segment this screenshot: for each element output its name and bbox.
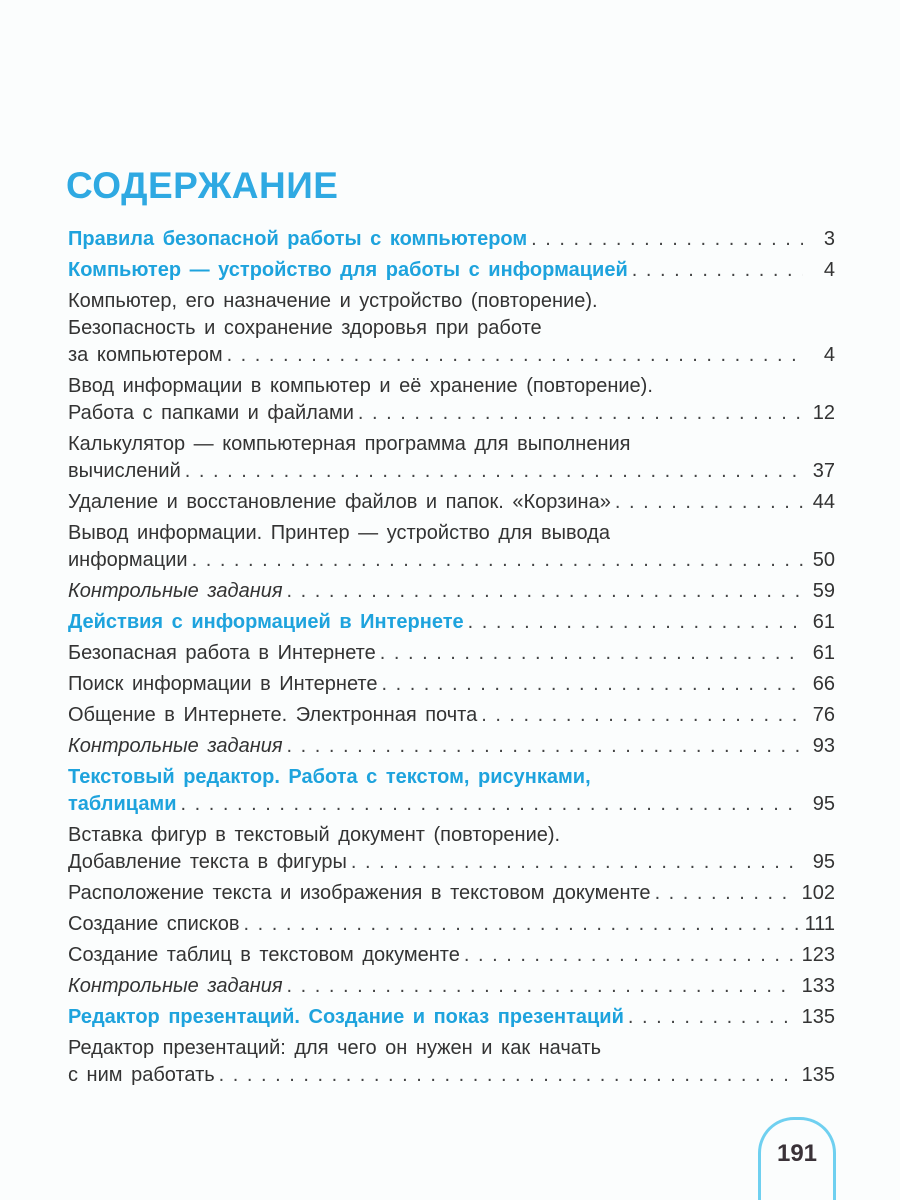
toc-entry-text: за компьютером xyxy=(68,344,223,366)
toc-section-heading xyxy=(68,609,835,636)
toc-entry-text: Создание списков xyxy=(68,913,240,935)
dot-leader xyxy=(192,547,803,574)
toc-line xyxy=(68,733,835,760)
toc-entry xyxy=(68,431,835,485)
toc-entry-text: Текстовый редактор. Работа с текстом, рисунками, xyxy=(68,766,591,788)
toc-page-number: 102 xyxy=(801,882,835,904)
toc-entry-text: Компьютер, его назначение и устройство (повторение). xyxy=(68,290,598,312)
toc-line xyxy=(68,640,835,667)
toc-entry-text: Редактор презентаций: для чего он нужен и как начать xyxy=(68,1037,602,1059)
toc-entry-text: Контрольные задания xyxy=(68,735,283,757)
toc-page-number: 133 xyxy=(801,975,835,997)
dot-leader xyxy=(351,849,803,876)
toc-line xyxy=(68,764,835,791)
dot-leader xyxy=(632,257,803,284)
toc-line xyxy=(68,578,835,605)
toc-line xyxy=(68,342,835,369)
toc-entry xyxy=(68,733,835,760)
toc-page-number: 4 xyxy=(823,344,835,366)
toc-line xyxy=(68,973,835,1000)
toc-line xyxy=(68,702,835,729)
toc-page-number: 3 xyxy=(823,228,835,250)
toc-entry-text: Контрольные задания xyxy=(68,580,283,602)
dot-leader xyxy=(468,609,803,636)
toc-line xyxy=(68,1062,835,1089)
toc-line xyxy=(68,431,835,458)
toc-line xyxy=(68,880,835,907)
toc-entry-text: Ввод информации в компьютер и её хранение (повторение). xyxy=(68,375,653,397)
toc-entry-text: Удаление и восстановление файлов и папок. «Корзина» xyxy=(68,491,611,513)
toc-page-number: 95 xyxy=(812,851,835,873)
toc-page-number: 61 xyxy=(812,611,835,633)
toc-section-heading xyxy=(68,1004,835,1031)
dot-leader xyxy=(227,342,803,369)
toc-line xyxy=(68,849,835,876)
toc-entry xyxy=(68,520,835,574)
dot-leader xyxy=(481,702,803,729)
toc-line xyxy=(68,520,835,547)
dot-leader xyxy=(615,489,803,516)
toc-entry-text: Вставка фигур в текстовый документ (повторение). xyxy=(68,824,561,846)
toc-entry xyxy=(68,942,835,969)
toc-entry-text: Редактор презентаций. Создание и показ презентаций xyxy=(68,1006,624,1028)
toc-page-number: 76 xyxy=(812,704,835,726)
toc-line xyxy=(68,226,835,253)
toc-entry-text: таблицами xyxy=(68,793,177,815)
toc-entry-text: Поиск информации в Интернете xyxy=(68,673,378,695)
toc-line xyxy=(68,822,835,849)
toc-entry-text: с ним работать xyxy=(68,1064,215,1086)
toc-entry xyxy=(68,489,835,516)
toc-line xyxy=(68,400,835,427)
toc-entry xyxy=(68,288,835,369)
toc-entry xyxy=(68,702,835,729)
toc-section-heading xyxy=(68,226,835,253)
toc-entry-text: Безопасная работа в Интернете xyxy=(68,642,376,664)
toc-entry-text: Контрольные задания xyxy=(68,975,283,997)
toc-line xyxy=(68,288,835,315)
toc-line xyxy=(68,257,835,284)
toc-page-number: 61 xyxy=(812,642,835,664)
toc-page-number: 12 xyxy=(812,402,835,424)
toc-entry xyxy=(68,373,835,427)
dot-leader xyxy=(381,671,803,698)
dot-leader xyxy=(628,1004,796,1031)
toc-entry xyxy=(68,911,835,938)
toc-entry-text: вычислений xyxy=(68,460,181,482)
dot-leader xyxy=(380,640,803,667)
toc-entry-text: Расположение текста и изображения в текстовом документе xyxy=(68,882,651,904)
toc-entry-text: Калькулятор — компьютерная программа для выполнения xyxy=(68,433,631,455)
toc-entry-text: Общение в Интернете. Электронная почта xyxy=(68,704,478,726)
toc-line xyxy=(68,911,835,938)
toc-line xyxy=(68,942,835,969)
toc-entry xyxy=(68,640,835,667)
toc-page-number: 135 xyxy=(801,1064,835,1086)
toc-entry-text: информации xyxy=(68,549,188,571)
toc-line xyxy=(68,671,835,698)
dot-leader xyxy=(185,458,803,485)
toc-entry xyxy=(68,822,835,876)
toc-line xyxy=(68,315,835,342)
toc-page-number: 44 xyxy=(812,491,835,513)
toc-page-number: 59 xyxy=(812,580,835,602)
toc-entry-text: Безопасность и сохранение здоровья при работе xyxy=(68,317,542,339)
toc-line xyxy=(68,458,835,485)
toc-line xyxy=(68,547,835,574)
dot-leader xyxy=(464,942,796,969)
table-of-contents xyxy=(68,222,835,1093)
page-number: 191 xyxy=(776,1140,818,1167)
toc-entry xyxy=(68,671,835,698)
toc-entry xyxy=(68,880,835,907)
page-number-tab xyxy=(758,1117,836,1200)
toc-line xyxy=(68,791,835,818)
dot-leader xyxy=(181,791,803,818)
dot-leader xyxy=(244,911,799,938)
dot-leader xyxy=(287,578,803,605)
toc-entry-text: Добавление текста в фигуры xyxy=(68,851,347,873)
dot-leader xyxy=(219,1062,796,1089)
toc-line xyxy=(68,489,835,516)
toc-line xyxy=(68,609,835,636)
toc-entry xyxy=(68,973,835,1000)
toc-page-number: 135 xyxy=(801,1006,835,1028)
toc-entry-text: Правила безопасной работы с компьютером xyxy=(68,228,528,250)
toc-page-number: 95 xyxy=(812,793,835,815)
dot-leader xyxy=(531,226,803,253)
toc-entry-text: Работа с папками и файлами xyxy=(68,402,354,424)
toc-section-heading xyxy=(68,257,835,284)
toc-entry-text: Действия с информацией в Интернете xyxy=(68,611,464,633)
dot-leader xyxy=(287,973,796,1000)
toc-entry-text: Компьютер — устройство для работы с информацией xyxy=(68,259,628,281)
toc-entry-text: Вывод информации. Принтер — устройство для вывода xyxy=(68,522,610,544)
toc-page-number: 50 xyxy=(812,549,835,571)
toc-entry xyxy=(68,578,835,605)
dot-leader xyxy=(287,733,803,760)
dot-leader xyxy=(358,400,803,427)
toc-line xyxy=(68,1004,835,1031)
toc-page-number: 111 xyxy=(804,913,835,935)
toc-line xyxy=(68,1035,835,1062)
toc-entry xyxy=(68,1035,835,1089)
toc-page-number: 93 xyxy=(812,735,835,757)
toc-page-number: 37 xyxy=(812,460,835,482)
toc-entry-text: Создание таблиц в текстовом документе xyxy=(68,944,460,966)
page-title: СОДЕРЖАНИЕ xyxy=(66,165,339,206)
toc-page-number: 4 xyxy=(823,259,835,281)
toc-section-heading xyxy=(68,764,835,818)
toc-page-number: 123 xyxy=(801,944,835,966)
dot-leader xyxy=(655,880,796,907)
toc-page-number: 66 xyxy=(812,673,835,695)
toc-line xyxy=(68,373,835,400)
